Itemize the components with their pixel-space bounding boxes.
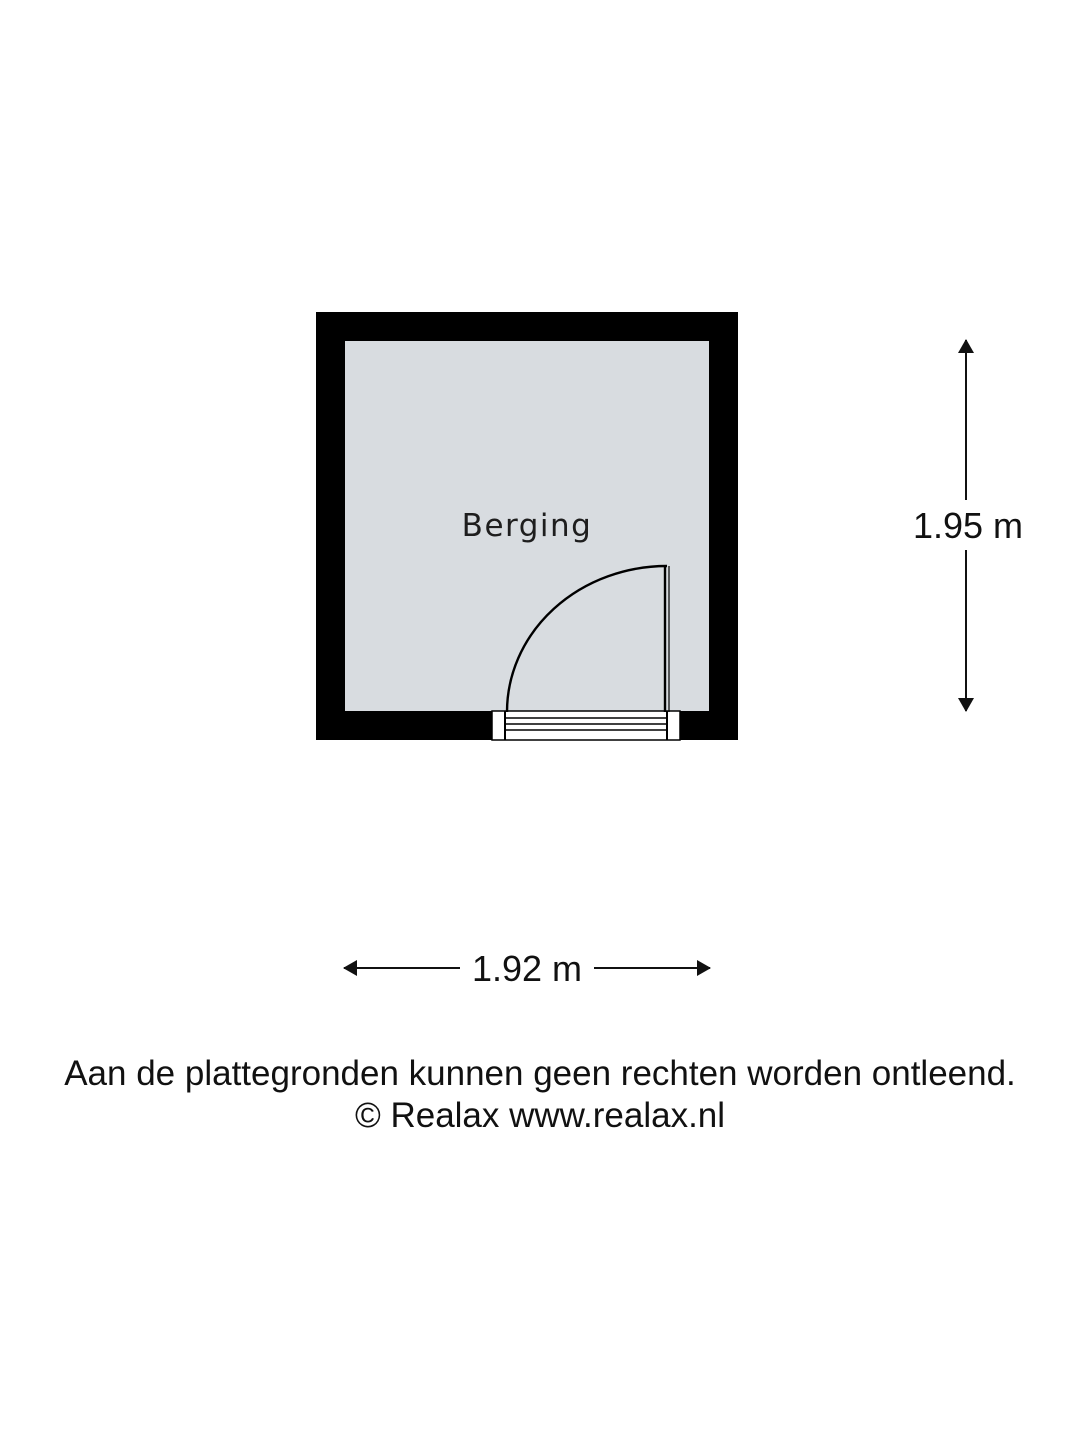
height-dimension [913,340,1023,711]
height-label: 1.95 m [912,505,1024,546]
room-label: Berging [461,508,593,544]
wall-bottom-right [680,711,738,740]
copyright-text: © Realax www.realax.nl [354,1096,726,1135]
disclaimer-text: Aan de plattegronden kunnen geen rechten worden ontleend. [64,1054,1016,1093]
wall-bottom-left [316,711,492,740]
door-opening [492,711,680,740]
width-label: 1.92 m [471,948,583,989]
wall-left [316,312,345,740]
wall-top [316,312,738,341]
wall-right [709,312,738,740]
width-dimension [344,948,710,989]
